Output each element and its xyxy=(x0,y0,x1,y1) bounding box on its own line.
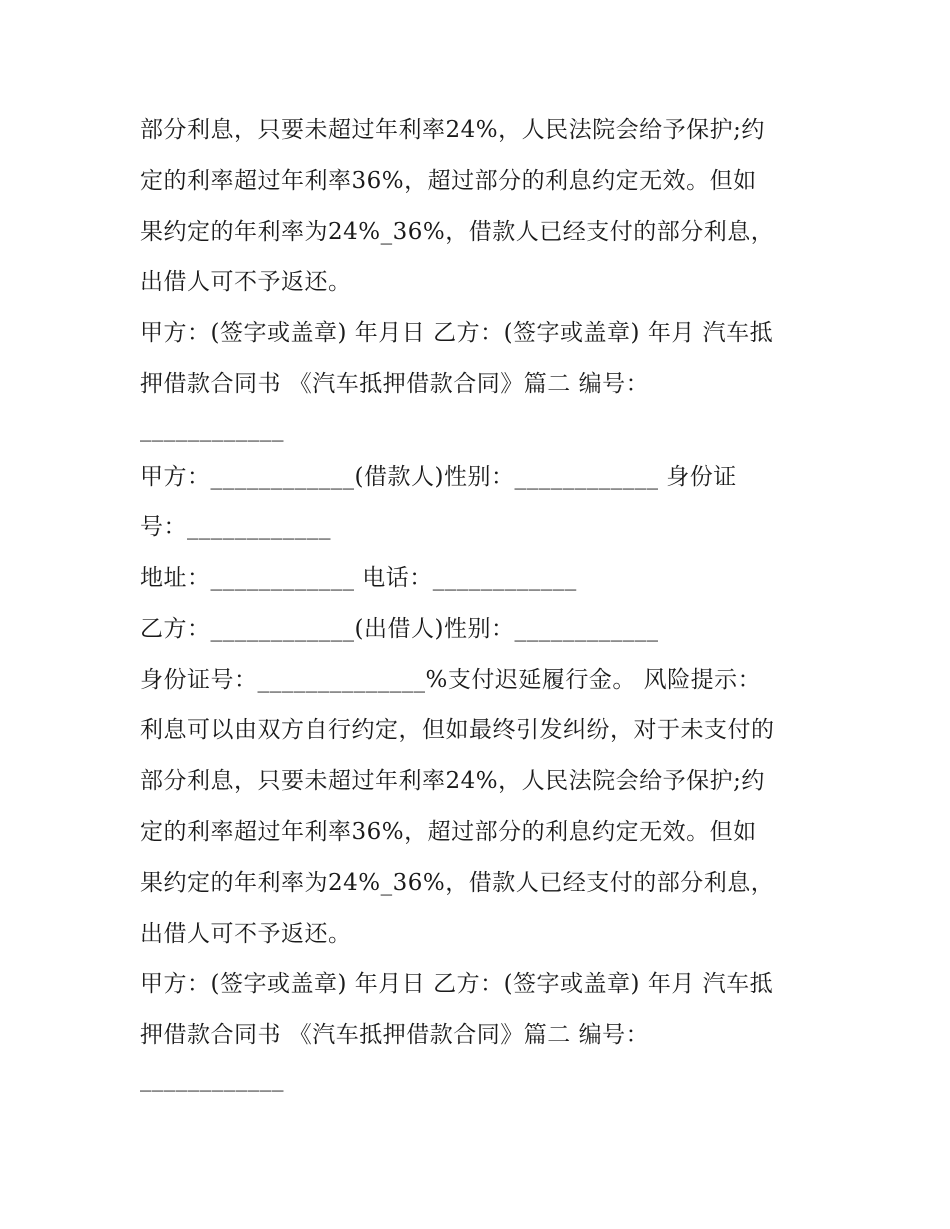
text-line: 出借人可不予返还。 xyxy=(140,269,352,295)
text-line: 部分利息，只要未超过年利率24%，人民法院会给予保护;约 xyxy=(140,768,765,794)
text-line: 地址：____________ 电话：____________ xyxy=(140,565,577,591)
text-line: 押借款合同书 《汽车抵押借款合同》篇二 编号： xyxy=(140,371,650,397)
text-line: 乙方：____________(出借人)性别：____________ xyxy=(140,616,659,642)
text-line: 定的利率超过年利率36%，超过部分的利息约定无效。但如 xyxy=(140,168,757,194)
text-line: 身份证号：______________%支付迟延履行金。 风险提示： xyxy=(140,667,762,693)
text-line: 利息可以由双方自行约定，但如最终引发纠纷，对于未支付的 xyxy=(140,717,775,743)
text-line: 果约定的年利率为24%_36%，借款人已经支付的部分利息， xyxy=(140,219,775,245)
text-line: 甲方：(签字或盖章) 年月日 乙方：(签字或盖章) 年月 汽车抵 xyxy=(140,971,774,997)
text-line: 部分利息，只要未超过年利率24%，人民法院会给予保护;约 xyxy=(140,117,765,143)
text-line: 甲方：____________(借款人)性别：____________ 身份证 xyxy=(140,464,737,490)
blank-line: ____________ xyxy=(140,1066,284,1092)
text-line: 甲方：(签字或盖章) 年月日 乙方：(签字或盖章) 年月 汽车抵 xyxy=(140,320,774,346)
text-line: 号：____________ xyxy=(140,514,331,540)
text-line: 押借款合同书 《汽车抵押借款合同》篇二 编号： xyxy=(140,1022,650,1048)
text-line: 定的利率超过年利率36%，超过部分的利息约定无效。但如 xyxy=(140,819,757,845)
text-line: 出借人可不予返还。 xyxy=(140,921,352,947)
blank-line: ____________ xyxy=(140,416,284,442)
text-line: 果约定的年利率为24%_36%，借款人已经支付的部分利息， xyxy=(140,870,775,896)
